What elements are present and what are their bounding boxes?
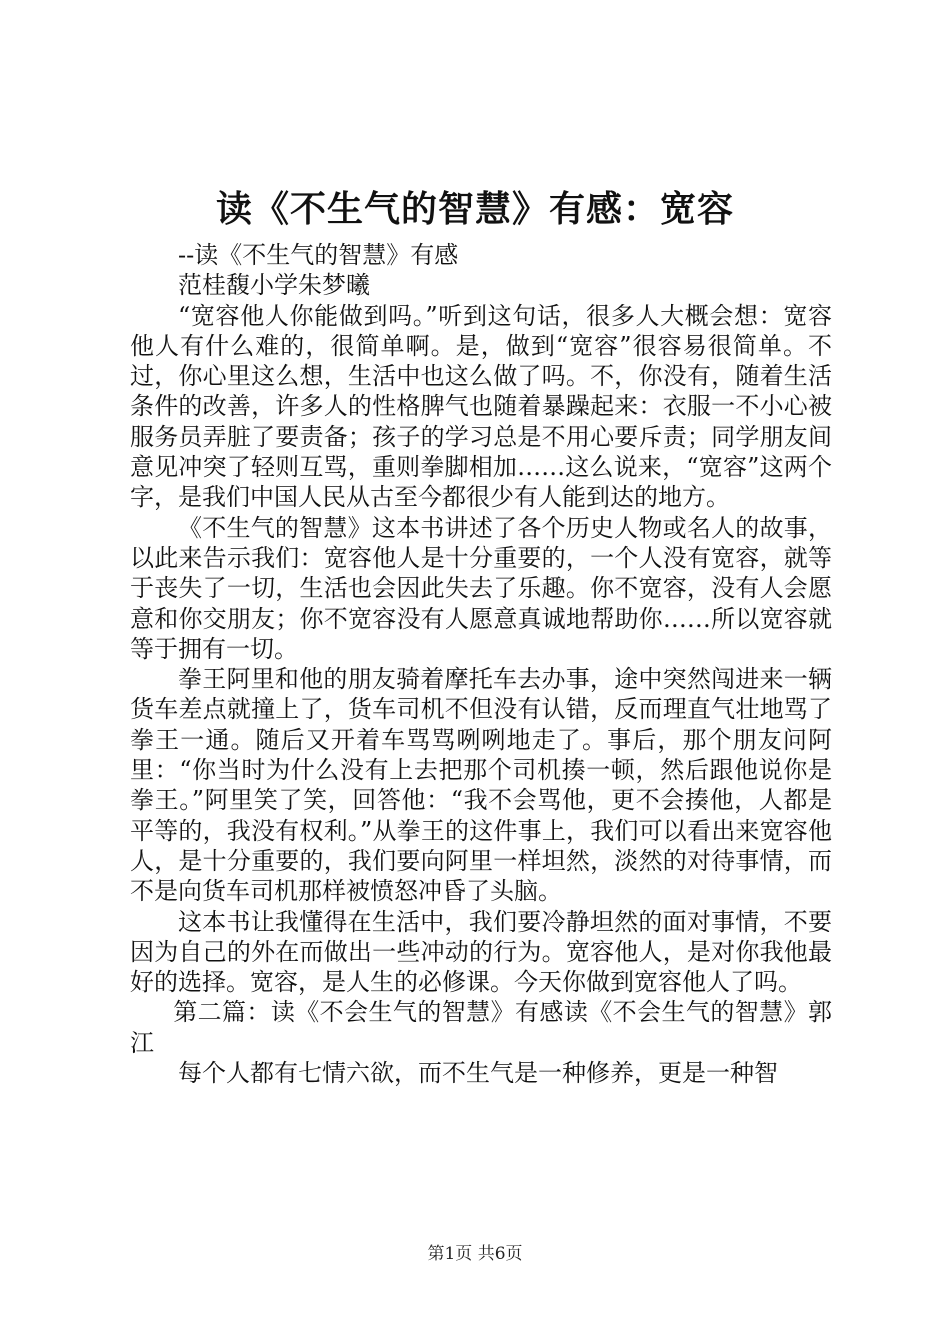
document-title: 读《不生气的智慧》有感：宽容 — [215, 188, 734, 230]
paragraph: 每个人都有七情六欲，而不生气是一种修养，更是一种智 — [178, 1059, 778, 1088]
page-footer: 第1页 共6页 — [427, 1244, 523, 1264]
subtitle: --读《不生气的智慧》有感 — [178, 241, 459, 269]
author-line: 范桂馥小学朱梦曦 — [178, 271, 370, 300]
paragraph: 这本书让我懂得在生活中，我们要冷静坦然的面对事情，不要因为自己的外在而做出一些冲动的行为。宽容他人，是对你我他最好的选择。宽容，是人生的必修课。今天你做到宽容他人了吗。 — [130, 907, 832, 997]
section-heading: 第二篇：读《不会生气的智慧》有感读《不会生气的智慧》郭江 — [130, 998, 832, 1057]
paragraph: 《不生气的智慧》这本书讲述了各个历史人物或名人的故事，以此来告示我们：宽容他人是十分重要的，一个人没有宽容，就等于丧失了一切，生活也会因此失去了乐趣。你不宽容，没有人会愿意和你交朋友；你不宽容没有人愿意真诚地帮助你……所以宽容就等于拥有一切。 — [130, 513, 832, 663]
paragraph: 拳王阿里和他的朋友骑着摩托车去办事，途中突然闯进来一辆货车差点就撞上了，货车司机不但没有认错，反而理直气壮地骂了拳王一通。随后又开着车骂骂咧咧地走了。事后，那个朋友问阿里：“你当时为什么没有上去把那个司机揍一顿，然后跟他说你是拳王。”阿里笑了笑，回答他：“我不会骂他，更不会揍他，人都是平等的，我没有权利。”从拳王的这件事上，我们可以看出来宽容他人，是十分重要的，我们要向阿里一样坦然，淡然的对待事情，而不是向货车司机那样被愤怒冲昏了头脑。 — [130, 665, 832, 906]
document-body — [130, 240, 832, 1088]
paragraph: “宽容他人你能做到吗。”听到这句话，很多人大概会想：宽容他人有什么难的，很简单啊。是，做到“宽容”很容易很简单。不过，你心里这么想，生活中也这么做了吗。不，你没有，随着生活条件的改善，许多人的性格脾气也随着暴躁起来：衣服一不小心被服务员弄脏了要责备；孩子的学习总是不用心要斥责；同学朋友间意见冲突了轻则互骂，重则拳脚相加……这么说来，“宽容”这两个字，是我们中国人民从古至今都很少有人能到达的地方。 — [130, 301, 832, 512]
